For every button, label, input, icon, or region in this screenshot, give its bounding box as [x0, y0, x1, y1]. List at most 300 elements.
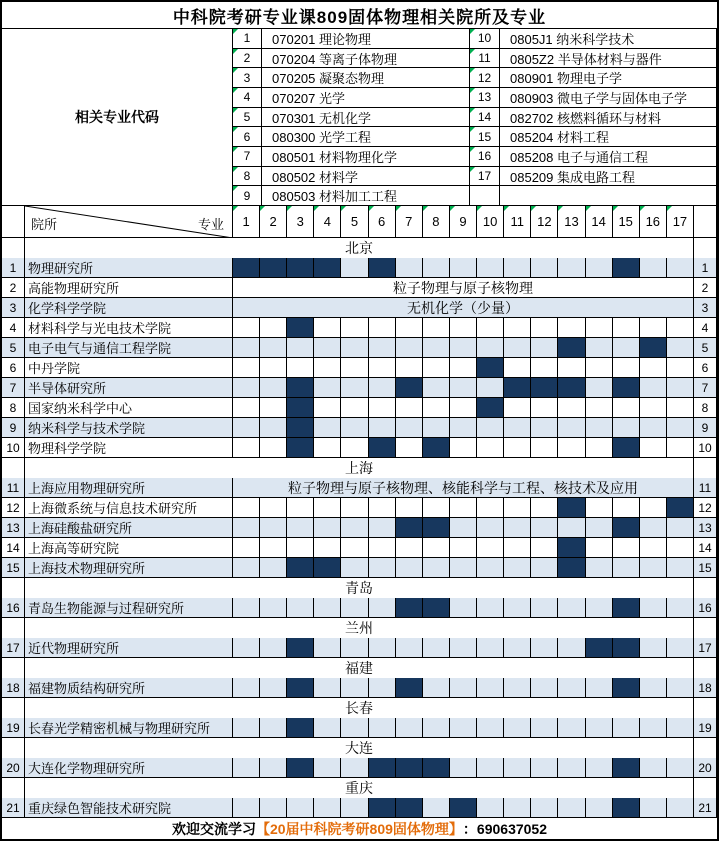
- row-number-cell: 3: [694, 298, 717, 318]
- program-cell: [314, 678, 341, 698]
- row-number-cell: 1: [694, 258, 717, 278]
- green-corner-marker-icon: [470, 127, 475, 132]
- row-number-cell: 9: [694, 418, 717, 438]
- program-cell: [341, 538, 368, 558]
- institution-row: [2, 498, 717, 518]
- program-cell: [640, 638, 667, 658]
- program-cell: [369, 558, 396, 578]
- row-number-cell: 13: [694, 518, 717, 538]
- row-number-cell: 12: [694, 498, 717, 518]
- green-corner-marker-icon: [369, 206, 374, 211]
- institution-name-cell: 电子电气与通信工程学院: [25, 338, 233, 358]
- program-cell: [586, 718, 613, 738]
- program-cell: [613, 418, 640, 438]
- row-number-cell: 16: [694, 598, 717, 618]
- program-cell-filled: [423, 598, 450, 618]
- program-cell-filled: [287, 558, 314, 578]
- program-cell-filled: [287, 718, 314, 738]
- code-entry-cell: 070207 光学: [262, 88, 470, 108]
- program-cell: [586, 438, 613, 458]
- green-corner-marker-icon: [470, 147, 475, 152]
- program-cell: [233, 318, 260, 338]
- program-cell: [233, 398, 260, 418]
- program-cell: [450, 418, 477, 438]
- program-cell: [396, 718, 423, 738]
- program-cell: [504, 398, 531, 418]
- program-cell: [477, 678, 504, 698]
- city-group-label: 长春: [25, 698, 694, 719]
- merged-program-note: 粒子物理与原子核物理、核能科学与工程、核技术及应用: [233, 478, 694, 498]
- program-cell: [369, 538, 396, 558]
- code-entry-cell: 070201 理论物理: [262, 29, 470, 49]
- program-cell-filled: [369, 758, 396, 778]
- footer-qq-number: ：690637052: [462, 820, 547, 837]
- institution-name-cell: 半导体研究所: [25, 378, 233, 398]
- program-cell: [369, 358, 396, 378]
- program-cell: [260, 718, 287, 738]
- program-cell-filled: [613, 518, 640, 538]
- program-cell: [586, 318, 613, 338]
- program-cell: [341, 518, 368, 538]
- program-cell-filled: [504, 378, 531, 398]
- code-entry-cell: 070205 凝聚态物理: [262, 68, 470, 88]
- program-cell: [341, 318, 368, 338]
- institution-row: [2, 338, 717, 358]
- institution-name-cell: 上海应用物理研究所: [25, 478, 233, 498]
- program-cell: [586, 678, 613, 698]
- program-cell: [504, 638, 531, 658]
- program-cell: [613, 538, 640, 558]
- program-cell: [531, 678, 558, 698]
- program-cell: [450, 638, 477, 658]
- program-cell: [640, 598, 667, 618]
- program-cell: [423, 418, 450, 438]
- program-cell: [477, 718, 504, 738]
- program-cell: [450, 378, 477, 398]
- institution-row: [2, 418, 717, 438]
- column-header-cell: 17: [667, 206, 694, 238]
- program-cell: [450, 338, 477, 358]
- program-cell: [477, 798, 504, 818]
- program-cell: [423, 498, 450, 518]
- program-cell: [396, 318, 423, 338]
- program-cell: [558, 398, 585, 418]
- column-header-cell: 11: [504, 206, 531, 238]
- program-cell: [640, 558, 667, 578]
- program-cell: [369, 398, 396, 418]
- program-cell: [341, 398, 368, 418]
- program-cell-filled: [613, 758, 640, 778]
- code-index-cell: 6: [233, 127, 262, 147]
- institution-row: [2, 318, 717, 338]
- column-header-cell: 3: [287, 206, 314, 238]
- program-cell: [477, 258, 504, 278]
- program-cell: [504, 498, 531, 518]
- program-cell: [667, 518, 694, 538]
- city-group-label: 福建: [25, 658, 694, 679]
- program-cell-filled: [369, 438, 396, 458]
- code-entry-cell-empty: [500, 186, 717, 206]
- row-number-cell: [2, 618, 25, 639]
- program-cell-filled: [423, 758, 450, 778]
- program-cell: [396, 418, 423, 438]
- institution-row: [2, 378, 717, 398]
- code-index-cell: 15: [470, 127, 500, 147]
- code-index-cell: 13: [470, 88, 500, 108]
- column-header-cell: 12: [531, 206, 558, 238]
- program-cell-filled: [287, 758, 314, 778]
- program-cell: [667, 598, 694, 618]
- program-cell: [667, 398, 694, 418]
- program-cell-filled: [287, 638, 314, 658]
- program-cell: [423, 258, 450, 278]
- program-cell-filled: [613, 378, 640, 398]
- program-cell-filled: [640, 338, 667, 358]
- program-cell: [450, 258, 477, 278]
- program-cell: [667, 318, 694, 338]
- green-corner-marker-icon: [233, 127, 238, 132]
- program-cell-filled: [287, 318, 314, 338]
- program-cell: [586, 358, 613, 378]
- code-entry-cell: 080501 材料物理化学: [262, 147, 470, 167]
- program-cell: [504, 438, 531, 458]
- program-cell: [314, 638, 341, 658]
- program-cell: [369, 518, 396, 538]
- program-cell: [423, 398, 450, 418]
- program-cell: [531, 358, 558, 378]
- row-number-cell: 11: [2, 478, 25, 498]
- institution-row: [2, 398, 717, 418]
- program-cell: [640, 378, 667, 398]
- program-cell: [450, 358, 477, 378]
- program-cell: [260, 638, 287, 658]
- program-cell: [477, 318, 504, 338]
- code-entry-cell: 085208 电子与通信工程: [500, 147, 717, 167]
- program-cell-filled: [450, 798, 477, 818]
- row-number-cell: 1: [2, 258, 25, 278]
- institution-row: [2, 358, 717, 378]
- program-cell: [260, 758, 287, 778]
- green-corner-marker-icon: [531, 206, 536, 211]
- program-cell: [586, 558, 613, 578]
- row-number-cell: 7: [2, 378, 25, 398]
- institution-name-cell: 上海高等研究院: [25, 538, 233, 558]
- institution-row: [2, 478, 717, 498]
- code-entry-cell: 080503 材料加工工程: [262, 186, 470, 206]
- city-group-row: [2, 458, 717, 478]
- institution-name-cell: 上海硅酸盐研究所: [25, 518, 233, 538]
- program-cell: [423, 378, 450, 398]
- city-group-row: [2, 738, 717, 758]
- program-cell: [558, 258, 585, 278]
- program-cell: [314, 518, 341, 538]
- program-cell: [233, 758, 260, 778]
- program-cell: [586, 498, 613, 518]
- green-corner-marker-icon: [613, 206, 618, 211]
- program-cell: [558, 418, 585, 438]
- row-number-cell: 10: [2, 438, 25, 458]
- program-cell-filled: [287, 678, 314, 698]
- major-codes-label: 相关专业代码: [2, 29, 233, 206]
- major-codes-section: [2, 29, 717, 206]
- program-cell-filled: [260, 258, 287, 278]
- program-cell-filled: [667, 498, 694, 518]
- program-cell: [667, 438, 694, 458]
- program-cell: [640, 358, 667, 378]
- program-cell-filled: [613, 258, 640, 278]
- code-index-cell: 7: [233, 147, 262, 167]
- program-cell: [531, 258, 558, 278]
- program-cell: [477, 518, 504, 538]
- program-cell: [450, 758, 477, 778]
- institution-row: [2, 638, 717, 658]
- program-cell: [613, 338, 640, 358]
- code-entry-cell: 070301 无机化学: [262, 108, 470, 128]
- row-number-cell: 21: [2, 798, 25, 818]
- program-cell: [287, 538, 314, 558]
- column-header-cell: 7: [396, 206, 423, 238]
- green-corner-marker-icon: [233, 88, 238, 93]
- program-cell-filled: [396, 518, 423, 538]
- program-cell-filled: [558, 338, 585, 358]
- row-number-cell: 14: [694, 538, 717, 558]
- column-header-cell: 2: [260, 206, 287, 238]
- green-corner-marker-icon: [233, 186, 238, 191]
- program-cell: [341, 258, 368, 278]
- program-cell-filled: [287, 258, 314, 278]
- program-cell-filled: [396, 678, 423, 698]
- green-corner-marker-icon: [450, 206, 455, 211]
- program-cell: [667, 638, 694, 658]
- program-cell: [640, 678, 667, 698]
- program-cell: [531, 438, 558, 458]
- green-corner-marker-icon: [477, 206, 482, 211]
- program-cell-filled: [287, 438, 314, 458]
- row-number-cell: 2: [2, 278, 25, 298]
- row-number-cell: [694, 778, 717, 799]
- institution-row: [2, 298, 717, 318]
- program-cell: [558, 358, 585, 378]
- institution-row: [2, 718, 717, 738]
- program-cell: [314, 718, 341, 738]
- program-cell: [504, 318, 531, 338]
- row-number-cell: 5: [694, 338, 717, 358]
- program-cell: [260, 598, 287, 618]
- program-cell: [450, 718, 477, 738]
- program-cell: [531, 418, 558, 438]
- row-number-cell: 7: [694, 378, 717, 398]
- program-cell-filled: [423, 438, 450, 458]
- row-number-cell: 15: [694, 558, 717, 578]
- city-group-row: [2, 238, 717, 258]
- program-cell: [586, 418, 613, 438]
- institution-row: [2, 558, 717, 578]
- row-number-cell: [694, 578, 717, 599]
- program-cell-filled: [558, 378, 585, 398]
- column-header-cell: 10: [477, 206, 504, 238]
- program-cell: [558, 518, 585, 538]
- program-cell-filled: [396, 758, 423, 778]
- program-cell: [531, 638, 558, 658]
- program-cell: [233, 598, 260, 618]
- program-cell: [586, 758, 613, 778]
- city-group-label: 兰州: [25, 618, 694, 639]
- program-cell-filled: [369, 798, 396, 818]
- program-cell: [504, 678, 531, 698]
- row-number-cell: 11: [694, 478, 717, 498]
- city-group-label: 重庆: [25, 778, 694, 799]
- program-cell-filled: [613, 598, 640, 618]
- program-cell: [531, 538, 558, 558]
- row-number-cell: 19: [694, 718, 717, 738]
- program-cell: [341, 378, 368, 398]
- institution-name-cell: 福建物质结构研究所: [25, 678, 233, 698]
- program-cell: [504, 258, 531, 278]
- program-cell: [423, 718, 450, 738]
- program-cell: [504, 358, 531, 378]
- row-number-cell: 21: [694, 798, 717, 818]
- institution-row: [2, 278, 717, 298]
- program-cell: [531, 338, 558, 358]
- program-cell: [531, 398, 558, 418]
- program-cell-filled: [314, 558, 341, 578]
- program-cell: [450, 598, 477, 618]
- program-cell: [369, 338, 396, 358]
- program-cell: [369, 678, 396, 698]
- program-cell: [314, 418, 341, 438]
- program-cell-filled: [233, 258, 260, 278]
- institution-name-cell: 高能物理研究所: [25, 278, 233, 298]
- program-cell: [233, 538, 260, 558]
- row-number-cell: 4: [694, 318, 717, 338]
- program-cell: [369, 418, 396, 438]
- program-cell: [477, 558, 504, 578]
- program-cell: [233, 418, 260, 438]
- program-cell: [314, 498, 341, 518]
- program-cell: [233, 718, 260, 738]
- code-entry-cell: 080502 材料学: [262, 167, 470, 187]
- program-cell: [369, 638, 396, 658]
- row-number-cell: 9: [2, 418, 25, 438]
- code-entry-cell: 0805J1 纳米科学技术: [500, 29, 717, 49]
- program-cell-filled: [396, 378, 423, 398]
- row-number-cell: 20: [2, 758, 25, 778]
- program-cell: [233, 558, 260, 578]
- row-number-cell: 2: [694, 278, 717, 298]
- institution-name-cell: 物理研究所: [25, 258, 233, 278]
- institution-name-cell: 大连化学物理研究所: [25, 758, 233, 778]
- program-cell: [369, 718, 396, 738]
- code-entry-cell: 082702 核燃料循环与材料: [500, 108, 717, 128]
- program-cell: [477, 638, 504, 658]
- green-corner-marker-icon: [586, 206, 591, 211]
- program-cell: [667, 258, 694, 278]
- program-cell: [531, 318, 558, 338]
- column-header-cell: 1: [233, 206, 260, 238]
- program-cell: [233, 798, 260, 818]
- program-cell: [667, 378, 694, 398]
- program-cell: [233, 438, 260, 458]
- program-cell: [667, 718, 694, 738]
- row-number-cell: 10: [694, 438, 717, 458]
- green-corner-marker-icon: [314, 206, 319, 211]
- program-cell: [287, 798, 314, 818]
- row-number-cell: 6: [694, 358, 717, 378]
- footer-prefix: 欢迎交流学习: [171, 820, 256, 837]
- program-cell: [450, 318, 477, 338]
- program-cell: [613, 358, 640, 378]
- program-cell: [450, 498, 477, 518]
- code-index-cell: 14: [470, 108, 500, 128]
- row-header-label: 院所: [31, 217, 58, 232]
- program-cell: [504, 338, 531, 358]
- row-number-cell: 15: [2, 558, 25, 578]
- program-cell: [504, 518, 531, 538]
- merged-program-note: 粒子物理与原子核物理: [233, 278, 694, 298]
- institution-name-cell: 上海微系统与信息技术研究所: [25, 498, 233, 518]
- program-cell: [586, 598, 613, 618]
- program-cell: [640, 538, 667, 558]
- city-group-label: 大连: [25, 738, 694, 759]
- header-right-corner-cell: [694, 206, 717, 238]
- code-index-cell: 10: [470, 29, 500, 49]
- program-cell: [531, 758, 558, 778]
- institution-row: [2, 598, 717, 618]
- row-number-cell: 8: [694, 398, 717, 418]
- program-cell: [423, 338, 450, 358]
- column-header-cell: 4: [314, 206, 341, 238]
- program-cell: [640, 318, 667, 338]
- program-cell: [586, 378, 613, 398]
- code-index-cell: 1: [233, 29, 262, 49]
- program-cell-filled: [287, 418, 314, 438]
- diagonal-header-cell: [25, 206, 233, 238]
- institution-name-cell: 国家纳米科学中心: [25, 398, 233, 418]
- program-cell: [260, 538, 287, 558]
- matrix-body: [2, 238, 717, 818]
- green-corner-marker-icon: [423, 206, 428, 211]
- row-number-cell: 8: [2, 398, 25, 418]
- green-corner-marker-icon: [287, 206, 292, 211]
- institution-name-cell: 材料科学与光电技术学院: [25, 318, 233, 338]
- program-cell: [640, 438, 667, 458]
- program-cell: [667, 798, 694, 818]
- program-cell: [531, 498, 558, 518]
- program-cell: [423, 678, 450, 698]
- program-cell: [396, 338, 423, 358]
- program-cell: [504, 538, 531, 558]
- program-cell: [369, 378, 396, 398]
- program-cell: [423, 638, 450, 658]
- program-cell: [260, 518, 287, 538]
- program-cell: [558, 318, 585, 338]
- row-number-cell: [2, 238, 25, 259]
- institution-row: [2, 798, 717, 818]
- program-cell: [477, 538, 504, 558]
- program-cell-filled: [531, 378, 558, 398]
- code-entry-cell: 080903 微电子学与固体电子学: [500, 88, 717, 108]
- row-number-cell: 17: [2, 638, 25, 658]
- program-cell: [423, 558, 450, 578]
- program-cell: [477, 758, 504, 778]
- program-cell: [640, 418, 667, 438]
- program-cell-filled: [369, 258, 396, 278]
- program-cell: [450, 438, 477, 458]
- institution-name-cell: 化学科学学院: [25, 298, 233, 318]
- program-cell-filled: [396, 598, 423, 618]
- program-cell: [586, 398, 613, 418]
- row-number-cell: [694, 458, 717, 479]
